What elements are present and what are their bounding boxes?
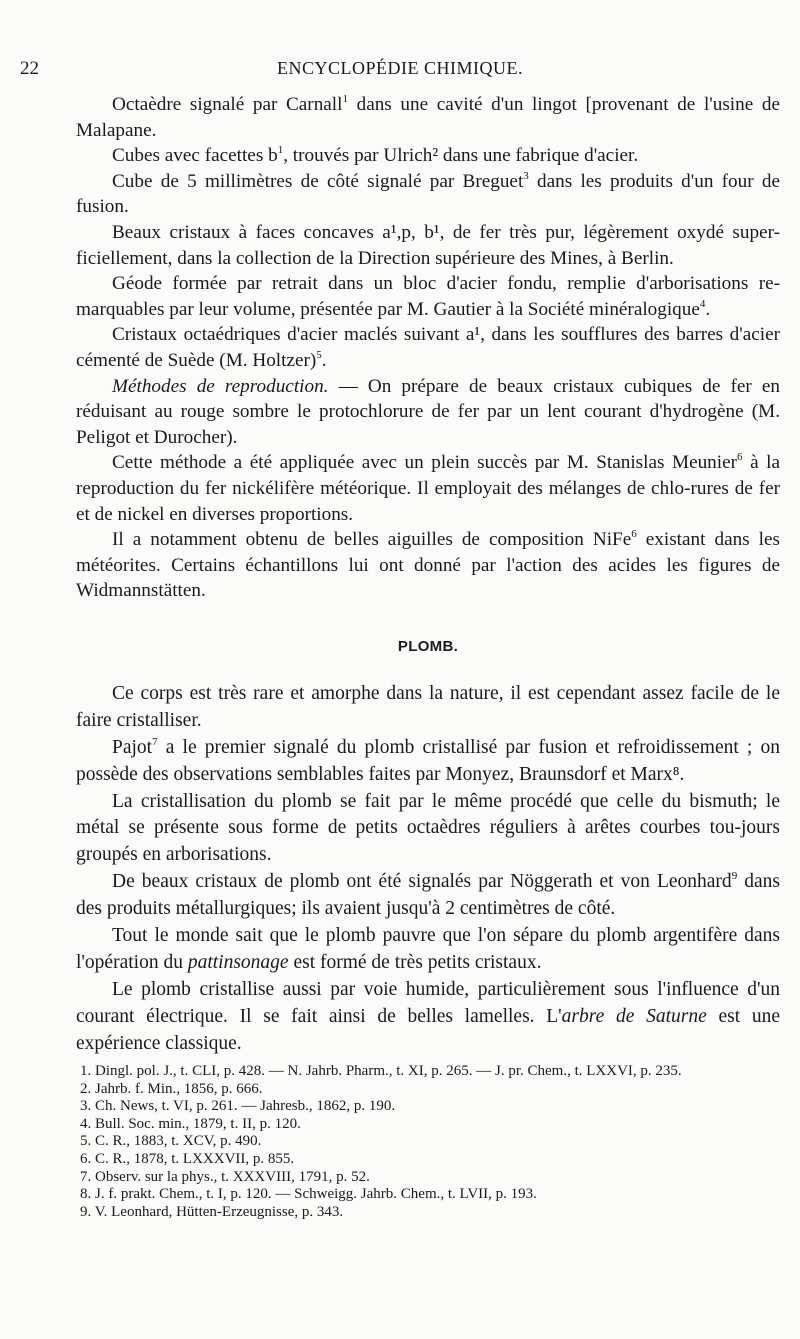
iron-section <box>76 92 780 604</box>
paragraph: Le plomb cristallise aussi par voie humide, particulièrement sous l'influence d'un courant électrique. Il se fait ainsi de belles lamelles. L'arbre de Saturne est une expérience classique. <box>76 978 780 1054</box>
footnote: 9. V. Leonhard, Hütten-Erzeugnisse, p. 343. <box>80 1203 344 1220</box>
paragraph: De beaux cristaux de plomb ont été signalés par Nöggerath et von Leonhard$^9$ dans des produits métallurgiques; ils avaient jusqu'à 2 centimètres de côté. <box>76 870 780 920</box>
footnotes <box>80 1063 780 1221</box>
footnote: 8. J. f. prakt. Chem., t. I, p. 120. — Schweigg. Jahrb. Chem., t. LVII, p. 193. <box>80 1186 537 1203</box>
footnote: 4. Bull. Soc. min., 1879, t. II, p. 120. <box>80 1115 301 1132</box>
footnote: 5. C. R., 1883, t. XCV, p. 490. <box>80 1133 262 1150</box>
section-title: PLOMB. <box>397 637 459 655</box>
footnote: 3. Ch. News, t. VI, p. 261. — Jahresb., 1862, p. 190. <box>80 1098 396 1115</box>
footnote: 7. Observ. sur la phys., t. XXXVIII, 1791, p. 52. <box>80 1168 370 1185</box>
paragraph: Il a notamment obtenu de belles aiguilles de composition NiFe$^6$ existant dans les météorites. Certains échantillons lui ont donné par l'action des acides les figures de Widmannstätten. <box>76 528 780 602</box>
subheading-methods: Méthodes de reproduction. <box>112 375 329 397</box>
footnote: 2. Jahrb. f. Min., 1856, p. 666. <box>80 1080 263 1097</box>
paragraph: Cette méthode a été appliquée avec un plein succès par M. Stanislas Meunier$^6$ à la reproduction du fer nickélifère météorique. Il employait des mélanges de chlo-rures de fer et de nickel en diverses proportions. <box>76 451 780 525</box>
running-head: ENCYCLOPÉDIE CHIMIQUE. <box>277 58 523 78</box>
paragraph: Cube de 5 millimètres de côté signalé par Breguet$^3$ dans les produits d'un four de fusion. <box>76 169 780 218</box>
paragraph: Cubes avec facettes $b^1$, trouvés par Ulrich² dans une fabrique d'acier. <box>112 144 639 167</box>
footnote: 1. Dingl. pol. J., t. CLI, p. 428. — N. Jahrb. Pharm., t. XI, p. 265. — J. pr. Chem., t. LXXVI, p. 235. <box>80 1063 682 1079</box>
paragraph: Géode formée par retrait dans un bloc d'acier fondu, remplie d'arborisations re-marquables par leur volume, présentée par M. Gautier à la Société minéralogique$^4$. <box>76 273 780 320</box>
paragraph: Pajot$^7$ a le premier signalé du plomb cristallisé par fusion et refroidissement ; on possède des observations semblables faites par Monyez, Braunsdorf et Marx⁸. <box>76 735 780 785</box>
paragraph: Méthodes de reproduction. — On prépare de beaux cristaux cubiques de fer en réduisant au rouge sombre le protochlorure de fer par un lent courant d'hydrogène (M. Peligot et Durocher). <box>76 375 780 448</box>
paragraph: Ce corps est très rare et amorphe dans la nature, il est cependant assez facile de le faire cristalliser. <box>76 682 780 731</box>
lead-section <box>76 681 780 1058</box>
page-header <box>0 58 800 82</box>
term-arbre-de-saturne: arbre de Saturne <box>561 1005 707 1027</box>
paragraph: Tout le monde sait que le plomb pauvre que l'on sépare du plomb argentifère dans l'opération du pattinsonage est formé de très petits cristaux. <box>76 925 780 973</box>
paragraph: Octaèdre signalé par Carnall$^1$ dans une cavité d'un lingot [provenant de l'usine de Malapane. <box>76 93 780 141</box>
term-pattinsonage: pattinsonage <box>187 951 289 973</box>
page-body <box>76 92 780 1058</box>
page-number: 22 <box>20 58 39 79</box>
paragraph: La cristallisation du plomb se fait par le même procédé que celle du bismuth; le métal se présente sous forme de petits octaèdres réguliers à arêtes courbes tou-jours groupés en arborisations. <box>76 790 780 866</box>
paragraph: Cristaux octaédriques d'acier maclés suivant a¹, dans les soufflures des barres d'acier cémenté de Suède (M. Holtzer)$^5$. <box>76 324 780 371</box>
paragraph: Beaux cristaux à faces concaves a¹,p, b¹, de fer très pur, légèrement oxydé super-ficiellement, dans la collection de la Direction supérieure des Mines, à Berlin. <box>76 221 780 269</box>
footnote: 6. C. R., 1878, t. LXXXVII, p. 855. <box>80 1150 295 1167</box>
